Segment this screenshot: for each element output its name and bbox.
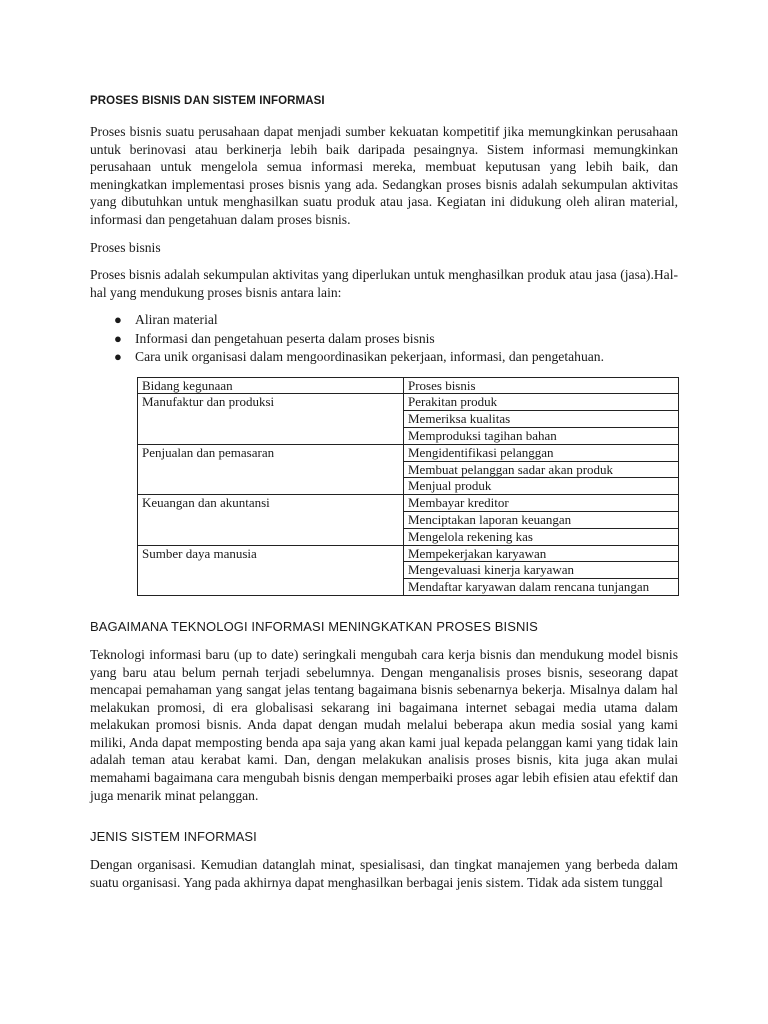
section-heading-proses-bisnis: Proses bisnis: [90, 239, 161, 255]
spacer: [90, 814, 678, 828]
business-process-table: [137, 377, 679, 596]
table-process-cell: Mengidentifikasi pelanggan: [404, 444, 679, 461]
table-process-cell: Menjual produk: [404, 478, 679, 495]
table-process-cell: Menciptakan laporan keuangan: [404, 511, 679, 528]
bullet-icon: ●: [114, 312, 122, 328]
table-process-cell: Memeriksa kualitas: [404, 411, 679, 428]
list-item: [90, 311, 678, 329]
table-process-cell: Memproduksi tagihan bahan: [404, 427, 679, 444]
table-header-cell: Bidang kegunaan: [138, 377, 404, 394]
bullet-icon: ●: [114, 330, 122, 346]
spacer: [90, 596, 678, 618]
table-area-cell: Sumber daya manusia: [138, 545, 404, 595]
list-item: [90, 348, 678, 366]
table-row: [138, 495, 679, 512]
table-process-cell: Membayar kreditor: [404, 495, 679, 512]
table-row: [138, 394, 679, 411]
jenis-sistem-paragraph: Dengan organisasi. Kemudian datanglah minat, spesialisasi, dan tingkat manajemen yang berbeda dalam suatu organisasi. Yang pada akhirnya dapat menghasilkan berbagai jenis sistem. Tidak ada sistem tunggal: [90, 857, 678, 890]
table-area-cell: Manufaktur dan produksi: [138, 394, 404, 444]
list-item: [90, 330, 678, 348]
bullet-icon: ●: [114, 349, 122, 365]
list-item-text: Aliran material: [135, 312, 218, 328]
table-process-cell: Mengelola rekening kas: [404, 528, 679, 545]
table-process-cell: Membuat pelanggan sadar akan produk: [404, 461, 679, 478]
supporting-factors-list: [90, 311, 678, 366]
table-process-cell: Mengevaluasi kinerja karyawan: [404, 562, 679, 579]
table-process-cell: Mendaftar karyawan dalam rencana tunjangan: [404, 579, 679, 596]
table-row: [138, 444, 679, 461]
section-heading-teknologi: BAGAIMANA TEKNOLOGI INFORMASI MENINGKATKAN PROSES BISNIS: [90, 618, 538, 634]
table-area-cell: Penjualan dan pemasaran: [138, 444, 404, 494]
document-title: PROSES BISNIS DAN SISTEM INFORMASI: [90, 95, 325, 107]
proses-bisnis-paragraph: Proses bisnis adalah sekumpulan aktivitas yang diperlukan untuk menghasilkan produk atau jasa (jasa).Hal-hal yang mendukung proses bisnis antara lain:: [90, 267, 678, 300]
list-item-text: Cara unik organisasi dalam mengoordinasikan pekerjaan, informasi, dan pengetahuan.: [135, 349, 604, 365]
table-row: [138, 545, 679, 562]
section-heading-jenis-sistem: JENIS SISTEM INFORMASI: [90, 829, 257, 845]
table-header-cell: Proses bisnis: [404, 377, 679, 394]
table-process-cell: Perakitan produk: [404, 394, 679, 411]
list-item-text: Informasi dan pengetahuan peserta dalam proses bisnis: [135, 330, 435, 346]
table-area-cell: Keuangan dan akuntansi: [138, 495, 404, 545]
intro-paragraph: Proses bisnis suatu perusahaan dapat menjadi sumber kekuatan kompetitif jika memungkinkan perusahaan untuk berinovasi atau berkinerja lebih baik daripada pesaingnya. Sistem informasi memungkinkan perusahaan untuk mengelola semua informasi mereka, membuat keputusan yang lebih baik, dan meningkatkan implementasi proses bisnis yang ada. Sedangkan proses bisnis adalah sekumpulan aktivitas yang dibutuhkan untuk menghasilkan suatu produk atau jasa. Kegiatan ini didukung oleh aliran material, informasi dan pengetahuan dalam proses bisnis.: [90, 124, 678, 227]
table-process-cell: Mempekerjakan karyawan: [404, 545, 679, 562]
teknologi-paragraph: Teknologi informasi baru (up to date) seringkali mengubah cara kerja bisnis dan mendukung model bisnis yang baru atau belum pernah terjadi sebelumnya. Dengan menganalisis proses bisnis, seseorang dapat mencapai pemahaman yang sangat jelas tentang bagaimana bisnis sebenarnya bekerja. Misalnya dalam hal melakukan promosi, di era globalisasi sekarang ini bagaimana internet sebagai media utama dalam melakukan promosi bisnis. Anda dapat dengan mudah melalui beberapa akun media sosial yang kami miliki, Anda dapat memposting benda apa saja yang akan kami jual kepada pelanggan kami yang tidak lain adalah teman atau kerabat kami. Dan, dengan melakukan analisis proses bisnis, kita juga akan mulai memahami bagaimana cara mengubah bisnis dengan memperbaiki proses agar lebih efisien atau efektif dan juga menarik minat pelanggan.: [90, 646, 678, 803]
document-page: [90, 92, 678, 901]
table-header-row: [138, 377, 679, 394]
